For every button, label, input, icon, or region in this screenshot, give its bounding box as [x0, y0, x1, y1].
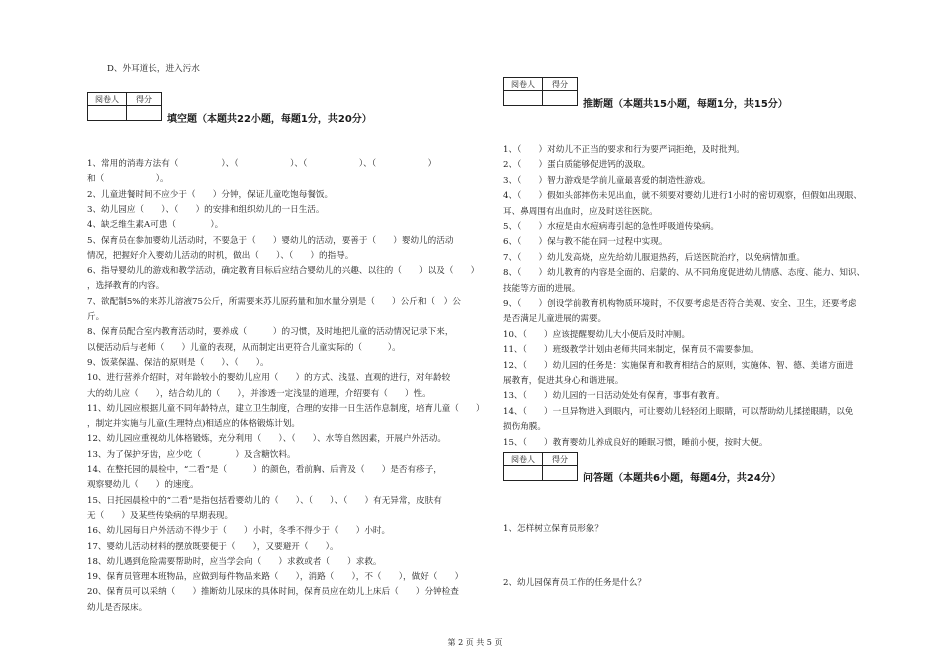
qa-question: 2、幼儿园保育员工作的任务是什么？	[503, 578, 646, 588]
reviewer-label: 阅卷人	[504, 78, 543, 91]
fill-question-line: 5、保育员在参加婴幼儿活动时，不要急于（ ）婴幼儿的活动，要善于（ ）婴幼儿的活动	[87, 235, 454, 246]
fill-question-line: 20、保育员可以采纳（ ）推断幼儿尿床的具体时间，保育员应在幼儿上床后（ ）分钟检查	[87, 587, 459, 598]
fill-question-line: 1、常用的消毒方法有（ ）、（ ）、（ ）、（ ）	[87, 159, 437, 169]
fill-question-line: 4、缺乏维生素A可患（ ）。	[87, 220, 224, 231]
fill-question-line: 2、儿童进餐时间不应少于（ ）分钟，保证儿童吃饱每餐饭。	[87, 189, 334, 200]
judge-question-line: 14、（ ）一旦异物进入到眼内，可让婴幼儿轻轻闭上眼睛，可以帮助幼儿揉搓眼睛，以免	[503, 406, 854, 417]
fill-question-line: ，选择教育的内容。	[87, 281, 165, 292]
score-label: 得分	[543, 78, 578, 91]
fill-question-line: 7、欲配制5%的来苏儿溶液75公斤，所需要来苏儿原药量和加水量分别是（ ）公斤和（ ）公	[87, 296, 461, 307]
fill-question-line: 观察婴幼儿（ ）的速度。	[87, 480, 199, 491]
score-cell	[543, 466, 578, 481]
judge-question-line: 15、（ ）教育婴幼儿养成良好的睡眠习惯，睡前小便，按时大便。	[503, 437, 768, 448]
fill-question-line: 10、进行营养介绍时，对年龄较小的婴幼儿应用（ ）的方式、浅显、直观的进行，对年龄较	[87, 373, 451, 384]
reviewer-label: 阅卷人	[88, 93, 127, 106]
fill-question-line: 17、婴幼儿活动材料的摆放既要便于（ ），又要避开（ ）。	[87, 541, 339, 552]
fill-score-box	[87, 92, 162, 121]
fill-question-line: 18、幼儿遇到危险需要帮助时，应当学会向（ ）求救或者（ ）求救。	[87, 556, 382, 567]
judge-question-line: 12、（ ）幼儿园的任务是：实施保育和教育相结合的原则，实施体、智、德、美诸方面进	[503, 360, 854, 371]
fill-question-line: 6、指导婴幼儿的游戏和教学活动，确定教育目标后应结合婴幼儿的兴趣、以往的（ ）以及（ ）	[87, 266, 480, 277]
judge-question-line: 1、（ ）对幼儿不正当的要求和行为要严词拒绝，及时批判。	[503, 145, 745, 155]
qa-score-box	[503, 452, 578, 481]
fill-question-line: 和（ ）。	[87, 174, 169, 185]
judge-score-box	[503, 77, 578, 106]
fill-question-line: 无（ ）及某些传染病的早期表现。	[87, 510, 234, 521]
score-cell	[127, 106, 162, 121]
judge-question-line: 9、（ ）创设学前教育机构物质环境时，不仅要考虑是否符合美观、安全、卫生，还要考虑	[503, 299, 857, 309]
fill-question-line: 以便活动后与老师（ ）儿童的表现，从而制定出更符合儿童实际的（ ）。	[87, 342, 401, 353]
fill-question-line: 大的幼儿应（ ），结合幼儿的（ ），并渗透一定浅显的道理，介绍要有（ ）性。	[87, 388, 431, 399]
fill-question-line: 斤。	[87, 312, 105, 322]
judge-question-line: 展教育，促进其身心和谐进展。	[503, 376, 624, 386]
fill-question-line: 16、幼儿园每日户外活动不得少于（ ）小时，冬季不得少于（ ）小时。	[87, 526, 391, 537]
fill-question-line: 12、幼儿园应重视幼儿体格锻炼，充分利用（ ）、（ ）、水等自然因素，开展户外活动。	[87, 434, 446, 445]
score-cell	[543, 91, 578, 106]
qa-section-title: 问答题（本题共6小题，每题4分，共24分）	[583, 473, 781, 484]
reviewer-cell	[504, 466, 543, 481]
reviewer-label: 阅卷人	[504, 453, 543, 466]
score-label: 得分	[543, 453, 578, 466]
top-note: D、外耳道长，进入污水	[107, 64, 200, 74]
judge-question-line: 7、（ ）幼儿发高烧，应先给幼儿服退热药，后送医院治疗，以免病情加重。	[503, 252, 805, 263]
fill-question-line: 9、饭菜保温、保洁的原则是（ ）、（ ）。	[87, 357, 269, 368]
judge-question-line: 2、（ ）蛋白质能够促进钙的汲取。	[503, 160, 651, 171]
fill-question-line: 13、为了保护牙齿，应少吃（ ）及含糖饮料。	[87, 449, 296, 460]
judge-question-line: 10、（ ）应该提醒婴幼儿大小便后及时冲厕。	[503, 329, 691, 340]
judge-section-title: 推断题（本题共15小题，每题1分，共15分）	[583, 99, 788, 110]
qa-question: 1、怎样树立保育员形象？	[503, 524, 603, 534]
fill-question-line: 19、保育员管理本班物品，应做到每件物品来路（ ），消路（ ），不（ ），做好（ ）	[87, 572, 464, 583]
score-label: 得分	[127, 93, 162, 106]
judge-question-line: 11、（ ）班级教学计划由老师共同来制定，保育员不需要参加。	[503, 345, 759, 356]
fill-question-line: 15、日托园晨检中的“二看”是指包括看婴幼儿的（ ）、（ ）、（ ）有无异常，皮肤有	[87, 495, 442, 506]
judge-question-line: 技能等方面的进展。	[503, 283, 581, 294]
judge-question-line: 8、（ ）幼儿教育的内容是全面的、启蒙的、从不同角度促进幼儿情感、态度、能力、知识、	[503, 268, 866, 279]
fill-question-line: 幼儿是否尿床。	[87, 602, 148, 613]
judge-question-line: 损伤角膜。	[503, 422, 546, 433]
reviewer-cell	[88, 106, 127, 121]
fill-question-line: 11、幼儿园应根据儿童不同年龄特点，建立卫生制度，合理的安排一日生活作息制度，培育儿童（ ）	[87, 403, 485, 414]
fill-question-line: 情况，把握好介入婴幼儿活动的时机，做出（ ）、（ ）的指导。	[87, 250, 354, 261]
judge-question-line: 3、（ ）智力游戏是学前儿童最喜爱的制造性游戏。	[503, 175, 711, 186]
judge-question-line: 5、（ ）水痘是由水痘病毒引起的急性呼吸道传染病。	[503, 222, 720, 232]
reviewer-cell	[504, 91, 543, 106]
page-footer: 第 2 页 共 5 页	[447, 638, 503, 647]
judge-question-line: 是否满足儿童进展的需要。	[503, 314, 607, 325]
fill-question-line: ，制定并实施与儿童(生理特点)相适应的体格锻炼计划。	[87, 419, 300, 430]
fill-section-title: 填空题（本题共22小题，每题1分，共20分）	[167, 114, 372, 125]
judge-question-line: 6、（ ）保与教不能在同一过程中实现。	[503, 237, 668, 248]
judge-question-line: 耳、鼻周围有出血时，应及时送往医院。	[503, 206, 658, 217]
judge-question-line: 4、（ ）假如头部摔伤未见出血，就不须要对婴幼儿进行1小时的密切观察，但假如出现眼、	[503, 191, 862, 202]
fill-question-line: 8、保育员配合室内教育活动时，要养成（ ）的习惯，及时地把儿童的活动情况记录下来，	[87, 327, 454, 338]
fill-question-line: 3、幼儿园应（ ）、（ ）的安排和组织幼儿的一日生活。	[87, 204, 325, 215]
judge-question-line: 13、（ ）幼儿园的一日活动处处有保育，事事有教育。	[503, 391, 725, 402]
fill-question-line: 14、在整托园的晨检中，“二看”是（ ）的颜色，看前胸、后背及（ ）是否有疹子，	[87, 465, 442, 475]
